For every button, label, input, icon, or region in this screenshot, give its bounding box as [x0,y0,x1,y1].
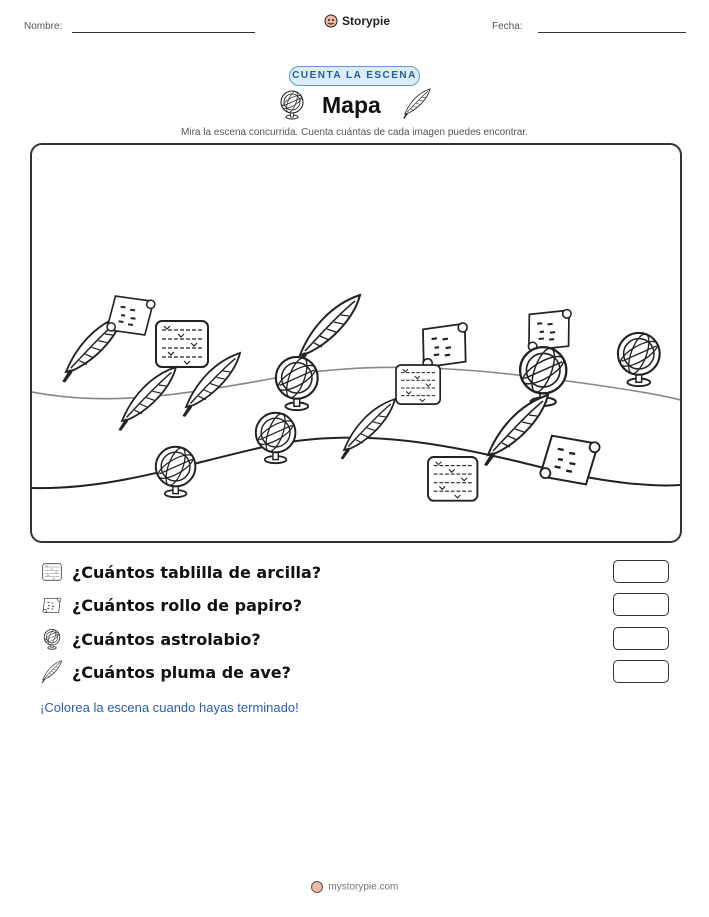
question-row [38,660,670,684]
papyrus-scroll-icon [42,595,62,615]
scene-illustration [32,145,680,541]
scene-astrolabe [255,412,296,464]
storypie-mascot-icon [324,14,338,28]
answer-box[interactable] [613,593,669,616]
scene-quill [341,399,395,459]
question-row [38,593,670,617]
answer-box[interactable] [613,627,669,650]
scene-scroll [107,295,156,337]
name-field[interactable] [72,32,255,33]
footer-mascot-icon [311,881,323,893]
scene-scroll [418,322,472,368]
clay-tablet-icon [42,562,62,582]
page-title: Mapa [322,92,381,118]
activity-badge: CUENTA LA ESCENA [289,66,420,86]
scene-quill [296,295,360,366]
astrolabe-icon [43,628,61,650]
scene-quill [484,395,548,466]
globe-icon [280,90,304,120]
scene-tablet [396,365,440,404]
quill-icon [402,88,432,120]
scene-tablet [428,457,477,501]
question-list [38,560,678,696]
question-text: ¿Cuántos tablilla de arcilla? [72,563,322,582]
answer-box[interactable] [613,660,669,683]
coloring-instruction: ¡Colorea la escena cuando hayas terminado! [40,700,299,715]
answer-box[interactable] [613,560,669,583]
footer [0,881,709,893]
question-row [38,627,670,651]
scene-astrolabe [155,446,196,498]
scene-panel [30,143,682,543]
date-field[interactable] [538,32,686,33]
name-label: Nombre: [24,21,63,32]
quill-icon [41,660,63,684]
scene-astrolabe [275,356,319,411]
brand-name: Storypie [342,14,391,28]
scene-scroll [525,309,575,351]
date-label: Fecha: [492,21,523,32]
question-text: ¿Cuántos rollo de papiro? [72,596,302,615]
instructions: Mira la escena concurrida. Cuenta cuántas de cada imagen puedes encontrar. [181,127,528,138]
footer-site[interactable]: mystorypie.com [328,881,399,893]
question-text: ¿Cuántos pluma de ave? [72,663,291,682]
scene-astrolabe [617,332,661,387]
question-text: ¿Cuántos astrolabio? [72,630,261,649]
question-row [38,560,670,584]
brand-logo [324,14,390,28]
scene-tablet [156,321,208,367]
